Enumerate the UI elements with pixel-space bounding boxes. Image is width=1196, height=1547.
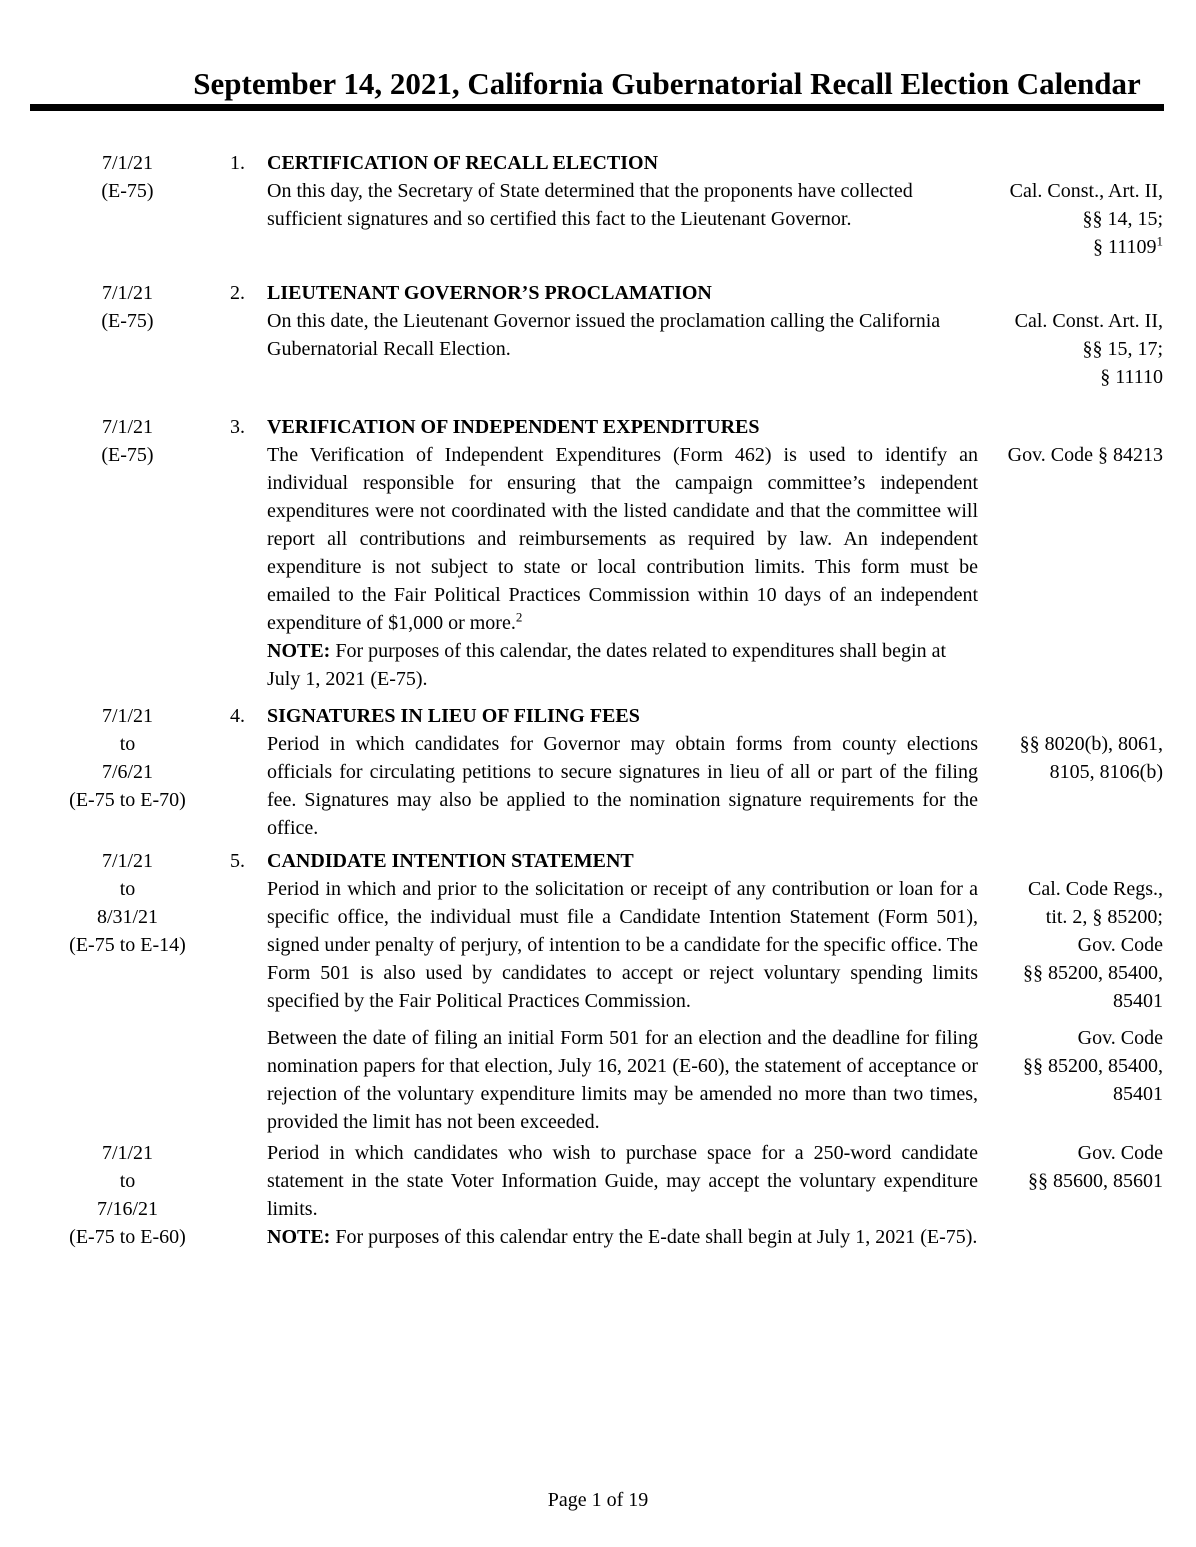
- citation-line: §§ 15, 17;: [1082, 338, 1163, 360]
- calendar-entry-1: [55, 149, 1163, 261]
- page-title: September 14, 2021, California Gubernatorial Recall Election Calendar: [193, 66, 1141, 101]
- entry-dates: [55, 149, 200, 261]
- citation-line: Gov. Code § 84213: [1007, 444, 1163, 466]
- entry-dates: [55, 279, 200, 391]
- citation-line: 8105, 8106(b): [1049, 761, 1163, 783]
- footnote-ref: 1: [1156, 233, 1163, 249]
- entry-date-line: 7/16/21: [96, 1198, 159, 1220]
- entry-date-line: (E-75): [101, 444, 154, 466]
- entry-paragraph: Between the date of filing an initial Form 501 for an election and the deadline for filing nomination papers for that election, July 16, 2021 (E-60), the statement of acceptance or rejection of the voluntary expenditure limits may be amended no more than two times, provided the limit has not been exceeded.: [267, 1027, 978, 1133]
- citation-line: §§ 85200, 85400,: [1023, 1055, 1163, 1077]
- entry-dates: [55, 413, 200, 693]
- citation-line: 85401: [1113, 1083, 1163, 1105]
- entry-date-line: 7/1/21: [101, 850, 154, 872]
- citation-line: Cal. Const., Art. II,: [1009, 180, 1163, 202]
- note-label: NOTE:: [267, 1226, 331, 1248]
- entry-number: 3.: [230, 416, 245, 438]
- page-number: Page 1 of 19: [547, 1489, 649, 1511]
- citation-line: § 11110: [1100, 366, 1163, 388]
- entry-body: [267, 847, 978, 1015]
- entry-body: [267, 1139, 978, 1251]
- citation-line: §§ 85200, 85400,: [1023, 962, 1163, 984]
- citation-line: Gov. Code: [1077, 934, 1163, 956]
- entry-number: 5.: [230, 850, 245, 872]
- entry-date-line: (E-75 to E-14): [69, 934, 186, 956]
- entry-body: [267, 279, 978, 391]
- entry-paragraph: Period in which candidates who wish to purchase space for a 250-word candidate statement in the state Voter Information Guide, may accept the voluntary expenditure limits.: [267, 1142, 978, 1220]
- entry-number: 4.: [230, 705, 245, 727]
- entry-note: [267, 1223, 978, 1251]
- entry-citations: [978, 413, 1163, 693]
- entry-date-line: (E-75): [101, 180, 154, 202]
- calendar-entry-4: [55, 702, 1163, 842]
- entry-body: [267, 413, 978, 693]
- entry-date-line: 7/1/21: [101, 282, 154, 304]
- citation-line: §§ 8020(b), 8061,: [1019, 733, 1163, 755]
- entry-date-line: 7/1/21: [101, 152, 154, 174]
- entry-note: [267, 637, 978, 693]
- calendar-entries: [0, 149, 1196, 1251]
- entry-paragraph: Period in which candidates for Governor may obtain forms from county elections officials for circulating petitions to secure signatures in lieu of all or part of the filing fee. Signatures may also be applied to the nomination signature requirements for the office.: [267, 733, 978, 839]
- entry-date-line: 7/1/21: [101, 1142, 154, 1164]
- entry-number: 2.: [230, 282, 245, 304]
- entry-paragraph: Period in which and prior to the solicitation or receipt of any contribution or loan for a specific office, the individual must file a Candidate Intention Statement (Form 501), signed under penalty of perjury, of intention to be a candidate for the specific office. The Form 501 is also used by candidates to accept or reject voluntary spending limits specified by the Fair Political Practices Commission.: [267, 878, 978, 1012]
- entry-date-line: to: [119, 733, 136, 755]
- entry-paragraph: The Verification of Independent Expenditures (Form 462) is used to identify an individual responsible for ensuring that the campaign committee’s independent expenditures were not coordinated with the listed candidate and that the committee will report all contributions and reimbursements as required by law. An independent expenditure is not subject to state or local contribution limits. This form must be emailed to the Fair Political Practices Commission within 10 days of an independent expenditure of $1,000 or more.$^2$: [267, 444, 978, 634]
- entry-date-line: 7/1/21: [101, 705, 154, 727]
- entry-date-line: (E-75 to E-70): [69, 789, 186, 811]
- entry-dates: [55, 847, 200, 1015]
- entry-heading: CERTIFICATION OF RECALL ELECTION: [267, 152, 659, 174]
- citation-line: § 11109$^1$: [1092, 233, 1163, 258]
- entry-heading: SIGNATURES IN LIEU OF FILING FEES: [267, 705, 640, 727]
- citation-line: §§ 85600, 85601: [1028, 1170, 1163, 1192]
- entry-dates: [55, 702, 200, 842]
- citation-line: 85401: [1113, 990, 1163, 1012]
- entry-date-line: to: [119, 878, 136, 900]
- entry-citations: [978, 702, 1163, 842]
- citation-line: tit. 2, § 85200;: [1045, 906, 1163, 928]
- entry-citations: [978, 279, 1163, 391]
- entry-dates: [55, 1024, 200, 1136]
- entry-dates: [55, 1139, 200, 1251]
- entry-number: [200, 1139, 267, 1251]
- entry-number: [200, 1024, 267, 1136]
- citation-line: Gov. Code: [1077, 1142, 1163, 1164]
- calendar-entry-5: [55, 847, 1163, 1015]
- citation-line: Cal. Code Regs.,: [1028, 878, 1163, 900]
- entry-heading: VERIFICATION OF INDEPENDENT EXPENDITURES: [267, 416, 760, 438]
- note-text: For purposes of this calendar, the dates related to expenditures shall begin at July 1, 2021 (E-75).: [267, 640, 947, 690]
- title-underline-rule: [30, 104, 1164, 111]
- citation-line: §§ 14, 15;: [1082, 208, 1163, 230]
- entry-citations: [978, 1139, 1163, 1251]
- calendar-entry-3: [55, 413, 1163, 693]
- entry-citations: [978, 1024, 1163, 1136]
- citation-line: Cal. Const. Art. II,: [1014, 310, 1163, 332]
- entry-body: [267, 702, 978, 842]
- calendar-entry-5-continued: [55, 1024, 1163, 1136]
- entry-date-line: 8/31/21: [96, 906, 159, 928]
- entry-number: 1.: [230, 152, 245, 174]
- entry-date-line: (E-75 to E-60): [69, 1226, 186, 1248]
- note-text: For purposes of this calendar entry the E-date shall begin at July 1, 2021 (E-75).: [335, 1226, 978, 1248]
- calendar-entry-5-voluntary-limits: [55, 1139, 1163, 1251]
- entry-date-line: 7/6/21: [101, 761, 154, 783]
- entry-citations: [978, 847, 1163, 1015]
- entry-paragraph: On this day, the Secretary of State determined that the proponents have collected sufficient signatures and so certified this fact to the Lieutenant Governor.: [267, 180, 913, 230]
- entry-date-line: 7/1/21: [101, 416, 154, 438]
- footnote-ref: 2: [515, 609, 523, 625]
- entry-paragraph: On this date, the Lieutenant Governor issued the proclamation calling the California Gubernatorial Recall Election.: [267, 310, 941, 360]
- entry-citations: [978, 149, 1163, 261]
- entry-date-line: to: [119, 1170, 136, 1192]
- entry-heading: LIEUTENANT GOVERNOR’S PROCLAMATION: [267, 282, 712, 304]
- entry-body: [267, 1024, 978, 1136]
- entry-heading: CANDIDATE INTENTION STATEMENT: [267, 850, 634, 872]
- entry-date-line: (E-75): [101, 310, 154, 332]
- note-label: NOTE:: [267, 640, 331, 662]
- entry-body: [267, 149, 978, 261]
- citation-line: Gov. Code: [1077, 1027, 1163, 1049]
- calendar-entry-2: [55, 279, 1163, 391]
